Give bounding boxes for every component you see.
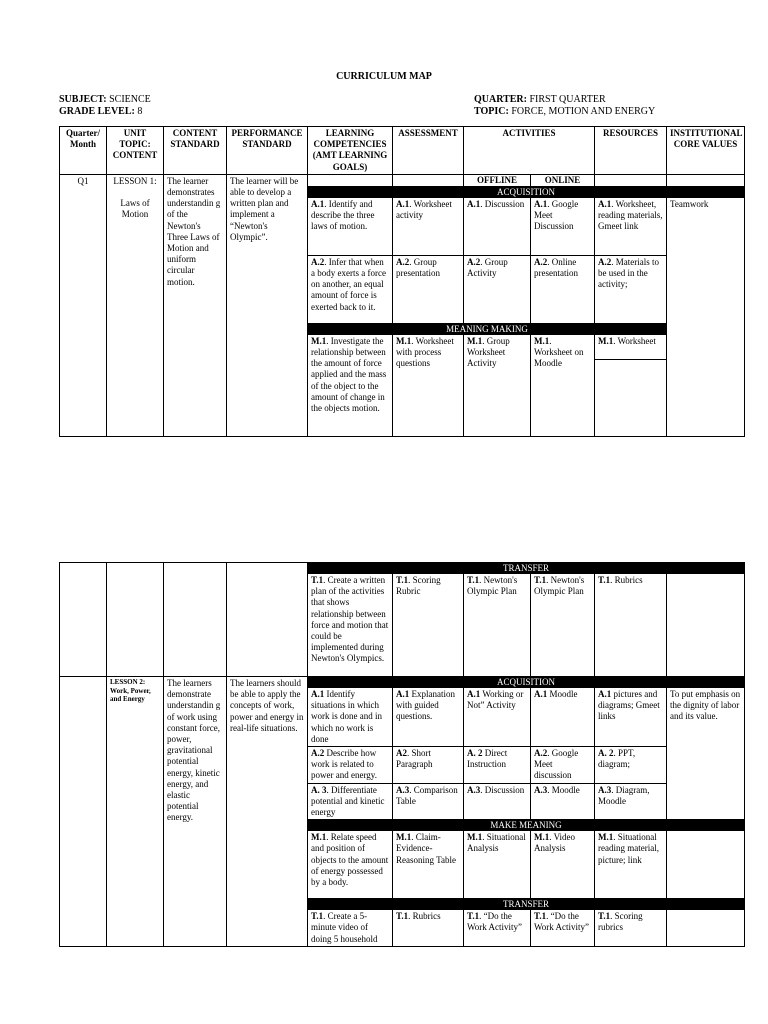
- lesson1-unit-topic: Laws of Motion: [120, 198, 150, 220]
- lesson1-a1-competency-text: . Identify and describe the three laws of motion.: [311, 198, 375, 232]
- lesson2-performance-standard: The learners should be able to apply the concepts of work, power and energy in real-life situations.: [227, 677, 308, 947]
- lesson1-t1-offline: [464, 574, 531, 677]
- lesson2-a3-assessment: [393, 783, 464, 820]
- lesson2-t1-offline-text: . “Do the Work Activity”: [467, 911, 523, 933]
- lesson1-a2-resources-code: A.2: [598, 256, 612, 267]
- lesson2-m1-assessment: [393, 831, 464, 899]
- lesson2-content-standard: The learners demonstrate understandin g of work using constant force, power, gravitational potential energy, kinetic energy, and elastic potential energy.: [164, 677, 227, 947]
- lesson1-t1-online: [531, 574, 595, 677]
- lesson2-a2-online-text: . Google Meet discussion: [534, 748, 579, 781]
- lesson1-a1-offline-text: . Discussion: [480, 198, 525, 209]
- lesson1-t1-assessment-text: . Scoring Rubric: [396, 575, 441, 597]
- lesson1-a1-offline: [464, 197, 531, 255]
- lesson2-m1-offline-text: . Situational Analysis: [467, 832, 526, 854]
- lesson1-unit: [107, 174, 164, 436]
- lesson1-quarter: Q1: [60, 174, 107, 436]
- lesson1-m1-resources-text: . Worksheet: [613, 335, 656, 346]
- lesson2-a3-assessment-text: . Comparison Table: [396, 784, 458, 806]
- lesson2-a1-offline-text: Working or Not” Activity: [467, 689, 524, 711]
- header-learning-competencies: LEARNING COMPETENCIES (AMT LEARNING GOALS): [308, 127, 393, 175]
- lesson2-a1-assessment-text: Explanation with guided questions.: [396, 689, 455, 722]
- lesson2-acquisition-bar-row: [60, 677, 745, 688]
- lesson2-a1-competency-code: A.1: [311, 689, 325, 699]
- lesson1-m1-competency-text: . Investigate the relationship between the amount of force applied and the mass of the object to the amount of change in the objects motion.: [311, 335, 387, 414]
- lesson2-t1-resources-code: T.1: [598, 911, 611, 922]
- grade-label: GRADE LEVEL:: [59, 106, 135, 117]
- lesson2-t1-online-code: T.1: [534, 911, 547, 922]
- lesson1-performance-standard: The learner will be able to develop a written plan and implement a “Newton's Olympic”.: [227, 174, 308, 436]
- lesson2-m1-online-code: M.1: [534, 832, 550, 843]
- lesson2-m1-competency: [308, 831, 393, 899]
- lesson2-a1-resources-text: pictures and diagrams; Gmeet links: [598, 689, 660, 722]
- lesson2-a3-offline: [464, 783, 531, 820]
- curriculum-table-page1: [59, 126, 745, 437]
- lesson2-t1-values: [667, 910, 745, 947]
- lesson2-m1-offline: [464, 831, 531, 899]
- lesson2-m1-offline-code: M.1: [467, 832, 483, 843]
- header-activities: ACTIVITIES: [464, 127, 595, 175]
- lesson1-a1-assessment: [393, 197, 464, 255]
- lesson2-quarter: [60, 677, 107, 947]
- lesson2-a3-online-code: A.3: [534, 784, 548, 795]
- lesson1-m1-offline: [464, 334, 531, 436]
- curriculum-table-page2: [59, 562, 745, 947]
- lesson2-a2-resources-code: A. 2: [598, 748, 614, 759]
- lesson1-core-value: Teamwork: [667, 197, 745, 436]
- lesson2-a1-offline: [464, 688, 531, 747]
- lesson2-a1-competency-text: Identify situations in which work is done and in which no work is done: [311, 689, 382, 744]
- lesson2-a1-offline-code: A.1: [467, 689, 481, 699]
- lesson1-a2-assessment-text: . Group presentation: [396, 256, 440, 279]
- lesson2-a2-resources: [595, 747, 667, 784]
- lesson1-m1-assessment-code: M.1: [396, 335, 412, 346]
- lesson2-t1-online: [531, 910, 595, 947]
- lesson2-m1-resources-text: . Situational reading material, picture; link: [598, 832, 659, 865]
- header-row: [60, 127, 745, 175]
- quarter-value: FIRST QUARTER: [526, 94, 606, 105]
- lesson2-a3-resources-code: A.3: [598, 784, 612, 795]
- lesson2-a2-offline-code: A. 2: [467, 748, 483, 759]
- lesson1-a1-assessment-text: . Worksheet activity: [396, 198, 452, 221]
- lesson1-a2-offline-code: A.2: [467, 256, 481, 267]
- lesson2-a3-online-text: . Moodle: [547, 784, 580, 795]
- lesson1-t1-resources-text: . Rubrics: [610, 575, 643, 585]
- grade-value: 8: [134, 106, 143, 117]
- lesson2-m1-assessment-code: M.1: [396, 832, 412, 843]
- lesson2-acquisition-bar: ACQUISITION: [308, 677, 745, 688]
- subject-label: SUBJECT:: [59, 94, 107, 105]
- lesson1-a1-online: [531, 197, 595, 255]
- lesson1-m1-competency-code: M.1: [311, 335, 327, 346]
- lesson2-a1-online-text: Moodle: [547, 689, 578, 699]
- lesson1-t1-resources-code: T.1: [598, 575, 611, 585]
- lesson2-t1-online-text: . “Do the Work Activity”: [534, 911, 590, 933]
- lesson2-a2-online: [531, 747, 595, 784]
- lesson2-t1-competency-text: . Create a 5-minute video of doing 5 household: [311, 911, 378, 944]
- lesson1-m1-assessment: [393, 334, 464, 436]
- lesson2-a2-assessment-code: A2: [396, 748, 407, 759]
- subject-line: [59, 94, 151, 106]
- lesson2-t1-resources-text: . Scoring rubrics: [598, 911, 643, 933]
- header-performance-standard: PERFORMANCE STANDARD: [227, 127, 308, 175]
- lesson2-unit: LESSON 2: Work, Power, and Energy: [107, 677, 164, 947]
- lesson1-a2-resources-text: . Materials to be used in the activity;: [598, 256, 659, 290]
- lesson2-a3-offline-text: . Discussion: [480, 784, 525, 795]
- lesson2-a2-online-code: A.2: [534, 748, 548, 759]
- offline-header: OFFLINE: [464, 174, 531, 186]
- lesson2-core-value: To put emphasis on the dignity of labor and its value.: [667, 688, 745, 820]
- lesson1-t1-values: [667, 574, 745, 677]
- lesson1-a1-assessment-code: A.1: [396, 198, 410, 209]
- lesson1-m1-resources: [595, 334, 667, 436]
- meaning-making-bar: MEANING MAKING: [308, 323, 667, 334]
- lesson2-a1-online-code: A.1: [534, 689, 548, 699]
- page2-blank-performance: [227, 563, 308, 677]
- lesson2-m1-values: [667, 831, 745, 899]
- lesson2-a1-resources: [595, 688, 667, 747]
- header-assessment: ASSESSMENT: [393, 127, 464, 175]
- lesson2-a2-offline: [464, 747, 531, 784]
- lesson2-a3-assessment-code: A.3: [396, 784, 410, 795]
- lesson2-a3-resources: [595, 783, 667, 820]
- lesson2-t1-offline-code: T.1: [467, 911, 480, 922]
- lesson1-m1-online: [531, 334, 595, 436]
- lesson1-t1-competency-code: T.1: [311, 575, 324, 585]
- lesson2-a3-resources-text: . Diagram, Moodle: [598, 784, 650, 806]
- lesson1-m1-competency: [308, 334, 393, 436]
- lesson1-t1-online-text: . Newton's Olympic Plan: [534, 575, 585, 597]
- lesson1-a1-resources-text: . Worksheet, reading materials, Gmeet link: [598, 198, 663, 232]
- lesson1-a2-offline: [464, 255, 531, 323]
- lesson2-a2-competency: [308, 747, 393, 784]
- quarter-label: QUARTER:: [474, 94, 527, 105]
- transfer-bar-row: [60, 563, 745, 574]
- lesson1-m1-online-code: M.1: [534, 335, 550, 346]
- lesson1-t1-resources: [595, 574, 667, 677]
- lesson2-a2-competency-code: A.2: [311, 748, 325, 759]
- lesson1-m1-offline-code: M.1: [467, 335, 483, 346]
- header-quarter: Quarter/ Month: [60, 127, 107, 175]
- lesson2-m1-competency-text: . Relate speed and position of objects to the amount of energy possessed by a body.: [311, 832, 389, 888]
- lesson2-m1-competency-code: M.1: [311, 832, 327, 843]
- acquisition-bar: ACQUISITION: [308, 186, 745, 197]
- subheader-blank-values: [667, 174, 745, 186]
- page2-blank-quarter: [60, 563, 107, 677]
- lesson2-m1-assessment-text: . Claim-Evidence-Reasoning Table: [396, 832, 456, 865]
- lesson2-a1-assessment: [393, 688, 464, 747]
- lesson1-m1-assessment-text: . Worksheet with process questions: [396, 335, 454, 369]
- lesson2-a3-competency: [308, 783, 393, 820]
- lesson1-t1-offline-code: T.1: [467, 575, 480, 585]
- quarter-line: [474, 94, 606, 106]
- lesson2-a1-competency: [308, 688, 393, 747]
- lesson2-t1-assessment-code: T.1: [396, 911, 409, 922]
- lesson2-t1-assessment: [393, 910, 464, 947]
- topic-line: [474, 106, 655, 118]
- lesson1-a1-resources: [595, 197, 667, 255]
- lesson1-t1-online-code: T.1: [534, 575, 547, 585]
- lesson1-t1-assessment: [393, 574, 464, 677]
- subheader-blank-resources: [595, 174, 667, 186]
- online-header: ONLINE: [531, 174, 595, 186]
- lesson1-a2-competency-code: A.2: [311, 256, 325, 267]
- lesson2-a1-assessment-code: A.1: [396, 689, 410, 699]
- lesson2-m1-resources: [595, 831, 667, 899]
- header-unit: UNIT TOPIC: CONTENT: [107, 127, 164, 175]
- lesson1-a1-offline-code: A.1: [467, 198, 481, 209]
- subheader-blank-assessment: [393, 174, 464, 186]
- lesson2-a2-competency-text: Describe how work is related to power and energy.: [311, 748, 377, 781]
- topic-label: TOPIC:: [474, 106, 509, 117]
- lesson1-a2-online: [531, 255, 595, 323]
- lesson2-m1-online-text: . Video Analysis: [534, 832, 576, 854]
- lesson1-t1-competency-text: . Create a written plan of the activities that shows relationship between force and motion that could be implemented during Newton's Olympics.: [311, 575, 389, 664]
- lesson2-t1-offline: [464, 910, 531, 947]
- page2-blank-unit: [107, 563, 164, 677]
- lesson2-m1-online: [531, 831, 595, 899]
- page2-blank-content: [164, 563, 227, 677]
- lesson1-t1-competency: [308, 574, 393, 677]
- grade-line: [59, 106, 142, 118]
- subheader-blank-lc: [308, 174, 393, 186]
- lesson2-a2-offline-text: Direct Instruction: [467, 748, 508, 770]
- lesson2-transfer-bar: TRANSFER: [308, 899, 745, 910]
- lesson2-t1-assessment-text: . Rubrics: [408, 911, 441, 922]
- lesson1-m1-offline-text: . Group Worksheet Activity: [467, 335, 510, 369]
- document-title: CURRICULUM MAP: [336, 71, 432, 82]
- lesson2-t1-resources: [595, 910, 667, 947]
- make-meaning-bar: MAKE MEANING: [308, 820, 745, 831]
- lesson2-t1-competency-code: T.1: [311, 911, 324, 922]
- subheader-row: [60, 174, 745, 186]
- lesson2-a3-competency-code: A. 3: [311, 784, 327, 795]
- lesson1-a2-competency: [308, 255, 393, 323]
- lesson1-a2-online-code: A.2: [534, 256, 548, 267]
- lesson1-t1-offline-text: . Newton's Olympic Plan: [467, 575, 518, 597]
- header-resources: RESOURCES: [595, 127, 667, 175]
- lesson2-a2-assessment: [393, 747, 464, 784]
- lesson1-a2-online-text: . Online presentation: [534, 256, 578, 279]
- lesson2-m1-resources-code: M.1: [598, 832, 614, 843]
- lesson2-a1-resources-code: A.1: [598, 689, 612, 699]
- lesson2-t1-competency: [308, 910, 393, 947]
- lesson2-a2-resources-text: . PPT, diagram;: [598, 748, 636, 770]
- lesson1-a1-competency: [308, 197, 393, 255]
- lesson1-a1-competency-code: A.1: [311, 198, 325, 209]
- lesson2-a3-competency-text: . Differentiate potential and kinetic energy: [311, 784, 385, 818]
- lesson1-a1-resources-code: A.1: [598, 198, 612, 209]
- lesson1-m1-online-text: . Worksheet on Moodle: [534, 335, 584, 369]
- lesson1-unit-title: LESSON 1:: [113, 175, 157, 186]
- lesson1-m1-resources-code: M.1: [598, 335, 614, 346]
- topic-value: FORCE, MOTION AND ENERGY: [508, 106, 656, 117]
- lesson1-m1-resources-box: [595, 335, 666, 360]
- lesson2-a3-offline-code: A.3: [467, 784, 481, 795]
- lesson1-t1-assessment-code: T.1: [396, 575, 409, 585]
- lesson1-a2-assessment-code: A.2: [396, 256, 410, 267]
- lesson2-a3-online: [531, 783, 595, 820]
- lesson1-a2-competency-text: . Infer that when a body exerts a force on another, an equal amount of force is exerted back to it.: [311, 256, 386, 312]
- header-content-standard: CONTENT STANDARD: [164, 127, 227, 175]
- lesson1-a2-resources: [595, 255, 667, 323]
- lesson1-a1-online-text: . Google Meet Discussion: [534, 198, 579, 232]
- lesson2-a2-assessment-text: . Short Paragraph: [396, 748, 433, 770]
- header-core-values: INSTITUTIONAL CORE VALUES: [667, 127, 745, 175]
- lesson2-a1-online: [531, 688, 595, 747]
- subject-value: SCIENCE: [106, 94, 151, 105]
- lesson1-a2-assessment: [393, 255, 464, 323]
- transfer-bar: TRANSFER: [308, 563, 745, 574]
- lesson1-a2-offline-text: . Group Activity: [467, 256, 508, 279]
- lesson1-content-standard: The learner demonstrates understandin g of the Newton's Three Laws of Motion and uniform circular motion.: [164, 174, 227, 436]
- lesson1-a1-online-code: A.1: [534, 198, 548, 209]
